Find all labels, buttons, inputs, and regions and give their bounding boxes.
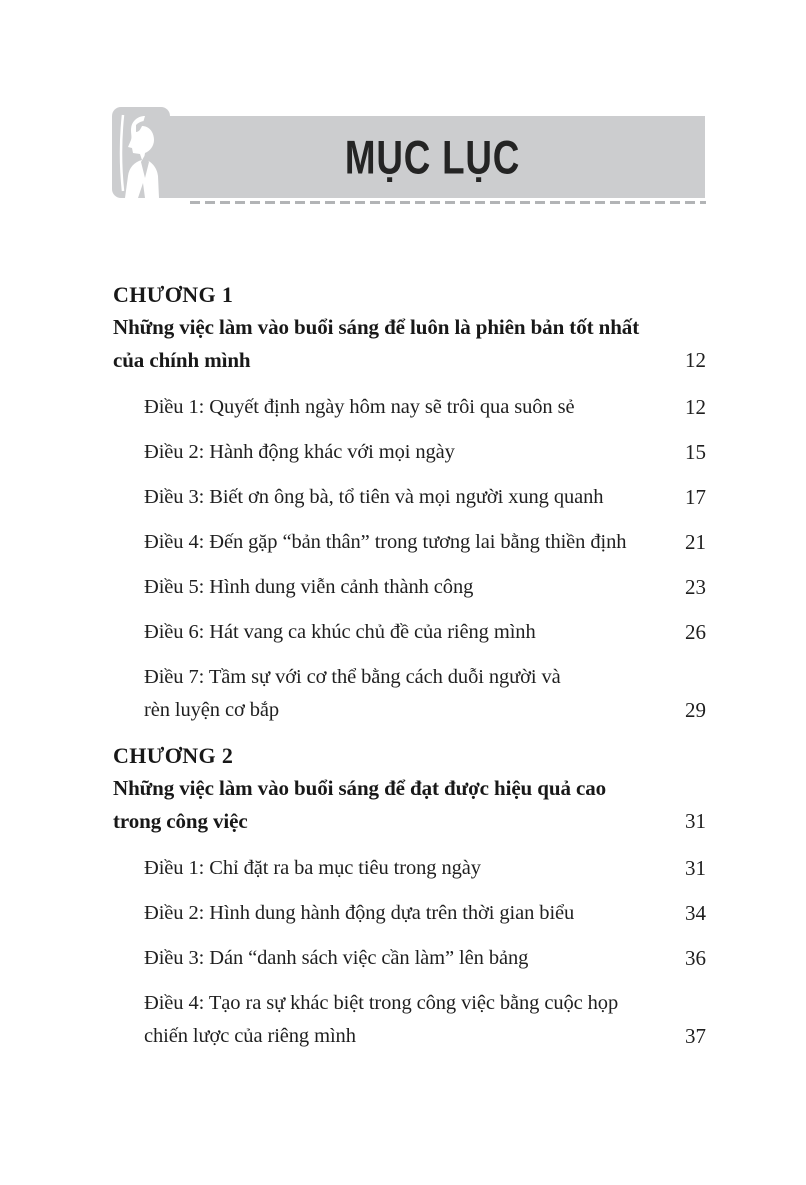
toc-line: Điều 2: Hành động khác với mọi ngày xyxy=(144,441,455,463)
toc-entry xyxy=(144,897,706,930)
toc-entry xyxy=(144,526,706,559)
toc-entry-text xyxy=(144,852,481,885)
toc-entry xyxy=(144,987,706,1053)
toc-entry xyxy=(144,942,706,975)
page-number: 12 xyxy=(685,348,706,372)
toc-entry xyxy=(144,571,706,604)
toc-entry-text xyxy=(144,661,561,727)
page-number: 21 xyxy=(685,530,706,554)
page-number: 31 xyxy=(685,809,706,833)
toc-line: Những việc làm vào buổi sáng để đạt được hiệu quả cao xyxy=(113,776,607,800)
toc-line: trong công việc xyxy=(113,809,248,833)
page-number: 36 xyxy=(685,946,706,970)
toc-entry xyxy=(144,391,706,424)
toc-line: Điều 5: Hình dung viễn cảnh thành công xyxy=(144,576,474,598)
toc-line: Những việc làm vào buổi sáng để luôn là phiên bản tốt nhất xyxy=(113,315,640,339)
toc-line: Điều 1: Chỉ đặt ra ba mục tiêu trong ngày xyxy=(144,857,481,879)
title-banner xyxy=(160,116,705,198)
toc-line: Điều 1: Quyết định ngày hôm nay sẽ trôi qua suôn sẻ xyxy=(144,396,575,418)
toc-entry xyxy=(144,481,706,514)
toc-line: của chính mình xyxy=(113,348,251,372)
toc-entry xyxy=(144,852,706,885)
page-number: 17 xyxy=(685,485,706,509)
toc-line: chiến lược của riêng mình xyxy=(144,1025,356,1047)
toc-entry xyxy=(144,661,706,727)
toc xyxy=(113,278,706,1065)
toc-line: Điều 2: Hình dung hành động dựa trên thời gian biểu xyxy=(144,902,575,924)
toc-entry-text xyxy=(144,481,603,514)
page-number: 26 xyxy=(685,620,706,644)
page-number: 31 xyxy=(685,856,706,880)
toc-entry-text xyxy=(144,391,574,424)
toc-entry xyxy=(144,436,706,469)
toc-line: Điều 3: Dán “danh sách việc cần làm” lên bảng xyxy=(144,947,529,969)
page-number: 15 xyxy=(685,440,706,464)
page-title: MỤC LỤC xyxy=(344,130,521,184)
header-divider xyxy=(190,201,706,204)
page-number: 12 xyxy=(685,395,706,419)
toc-entry-text xyxy=(144,987,618,1053)
chapter-heading: CHƯƠNG 1 xyxy=(113,282,234,307)
toc-line: Điều 7: Tầm sự với cơ thể bằng cách duỗi người và xyxy=(144,666,561,688)
toc-entry xyxy=(144,616,706,649)
chapter-heading: CHƯƠNG 2 xyxy=(113,743,234,768)
page-number: 37 xyxy=(685,1024,706,1048)
toc-entry-text xyxy=(144,571,473,604)
toc-line: Điều 4: Tạo ra sự khác biệt trong công việc bằng cuộc họp xyxy=(144,992,619,1014)
chapter-entries xyxy=(113,391,706,727)
chapter-title-row xyxy=(113,311,706,377)
page-number: 34 xyxy=(685,901,706,925)
toc-chapter xyxy=(113,278,706,727)
chapter-title-row-text xyxy=(113,772,606,838)
businessman-portrait-icon xyxy=(112,107,170,198)
toc-entry-text xyxy=(144,526,626,559)
toc-entry-text xyxy=(144,897,574,930)
toc-entry-text xyxy=(144,436,455,469)
toc-line: Điều 3: Biết ơn ông bà, tổ tiên và mọi người xung quanh xyxy=(144,486,604,508)
toc-line: rèn luyện cơ bắp xyxy=(144,699,280,721)
chapter-title-row xyxy=(113,772,706,838)
chapter-entries xyxy=(113,852,706,1053)
toc-entry-text xyxy=(144,942,528,975)
toc-entry-text xyxy=(144,616,536,649)
page-number: 29 xyxy=(685,698,706,722)
toc-chapter xyxy=(113,739,706,1053)
toc-line: Điều 4: Đến gặp “bản thân” trong tương lai bằng thiền định xyxy=(144,531,627,553)
toc-line: Điều 6: Hát vang ca khúc chủ đề của riêng mình xyxy=(144,621,536,643)
chapter-title-row-text xyxy=(113,311,639,377)
page-number: 23 xyxy=(685,575,706,599)
